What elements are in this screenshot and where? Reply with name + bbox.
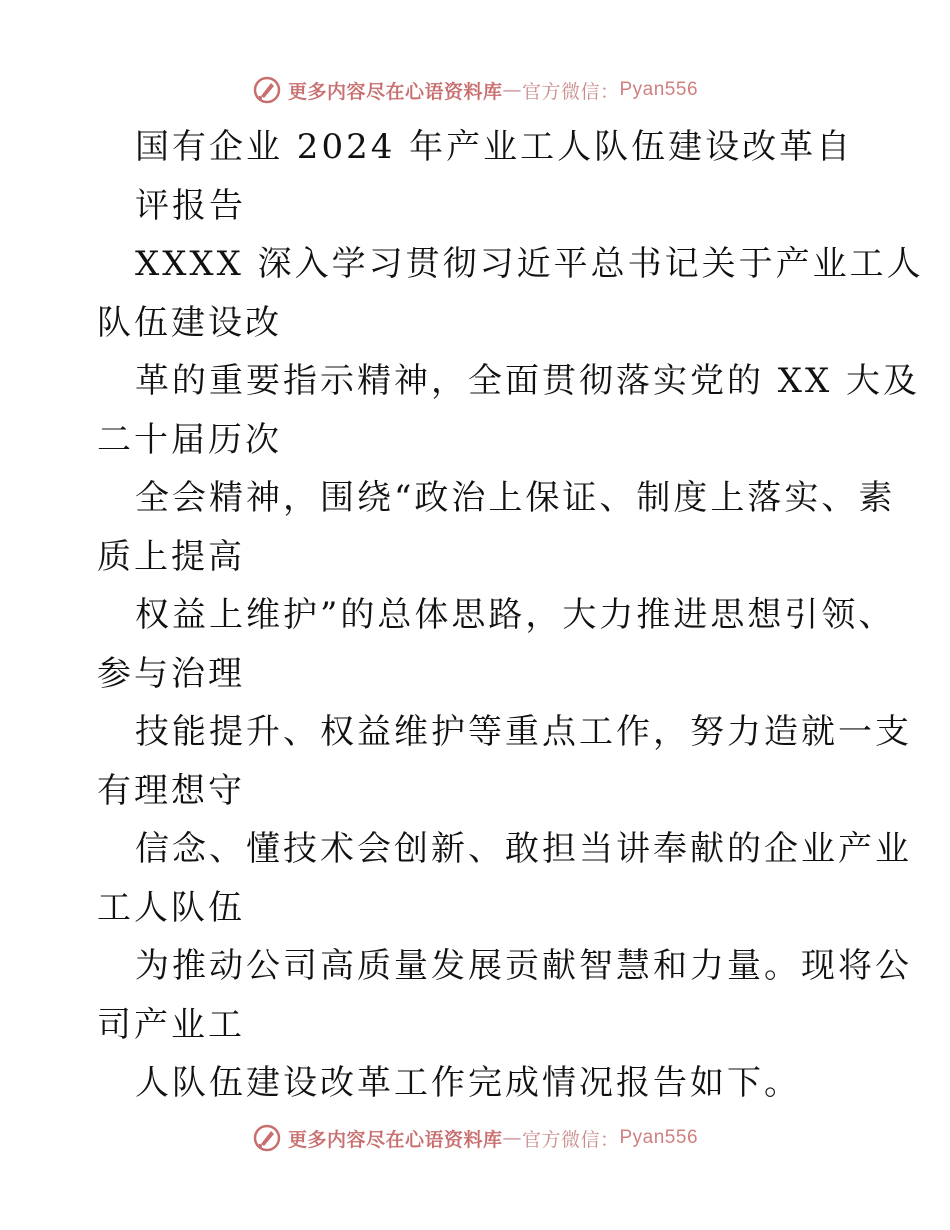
footer-watermark bbox=[0, 1118, 950, 1158]
paragraph-line: 全会精神，围绕“政治上保证、制度上落实、素 bbox=[135, 478, 896, 518]
paragraph-line: 技能提升、权益维护等重点工作，努力造就一支 bbox=[135, 712, 912, 752]
document-body bbox=[97, 118, 924, 1113]
paragraph-line: 工人队伍 bbox=[97, 887, 245, 928]
pen-nib-logo-icon bbox=[252, 75, 282, 105]
paragraph-line: 二十届历次 bbox=[97, 419, 282, 460]
watermark-brand: 更多内容尽在心语资料库 bbox=[287, 1128, 503, 1151]
paragraph-line: 质上提高 bbox=[97, 536, 245, 577]
watermark-wechat-id: Pyan556 bbox=[619, 1127, 699, 1148]
paragraph-line: XXXX 深入学习贯彻习近平总书记关于产业工人 bbox=[135, 244, 924, 284]
paragraph-line: 为推动公司高质量发展贡献智慧和力量。现将公 bbox=[135, 946, 912, 986]
watermark-brand: 更多内容尽在心语资料库 bbox=[287, 80, 503, 103]
watermark-official: 官方微信： bbox=[521, 1128, 620, 1151]
paragraph-line: 有理想守 bbox=[97, 770, 245, 811]
paragraph-line: 人队伍建设改革工作完成情况报告如下。 bbox=[135, 1063, 801, 1103]
watermark-separator: — bbox=[502, 1127, 522, 1149]
paragraph-line: 革的重要指示精神，全面贯彻落实党的 XX 大及 bbox=[135, 361, 921, 401]
paragraph-line: 参与治理 bbox=[97, 653, 245, 694]
paragraph-line: 队伍建设改 bbox=[97, 302, 282, 343]
paragraph-line: 权益上维护”的总体思路，大力推进思想引领、 bbox=[135, 595, 896, 635]
document-title-line: 评报告 bbox=[135, 185, 246, 226]
watermark-wechat-id: Pyan556 bbox=[619, 79, 699, 100]
header-watermark bbox=[0, 70, 950, 110]
document-title-line: 国有企业 2024 年产业工人队伍建设改革自 bbox=[135, 127, 854, 167]
watermark-separator: — bbox=[502, 79, 522, 101]
paragraph-line: 信念、懂技术会创新、敢担当讲奉献的企业产业 bbox=[135, 829, 912, 869]
watermark-official: 官方微信： bbox=[521, 80, 620, 103]
paragraph-line: 司产业工 bbox=[97, 1004, 245, 1045]
pen-nib-logo-icon bbox=[252, 1123, 282, 1153]
